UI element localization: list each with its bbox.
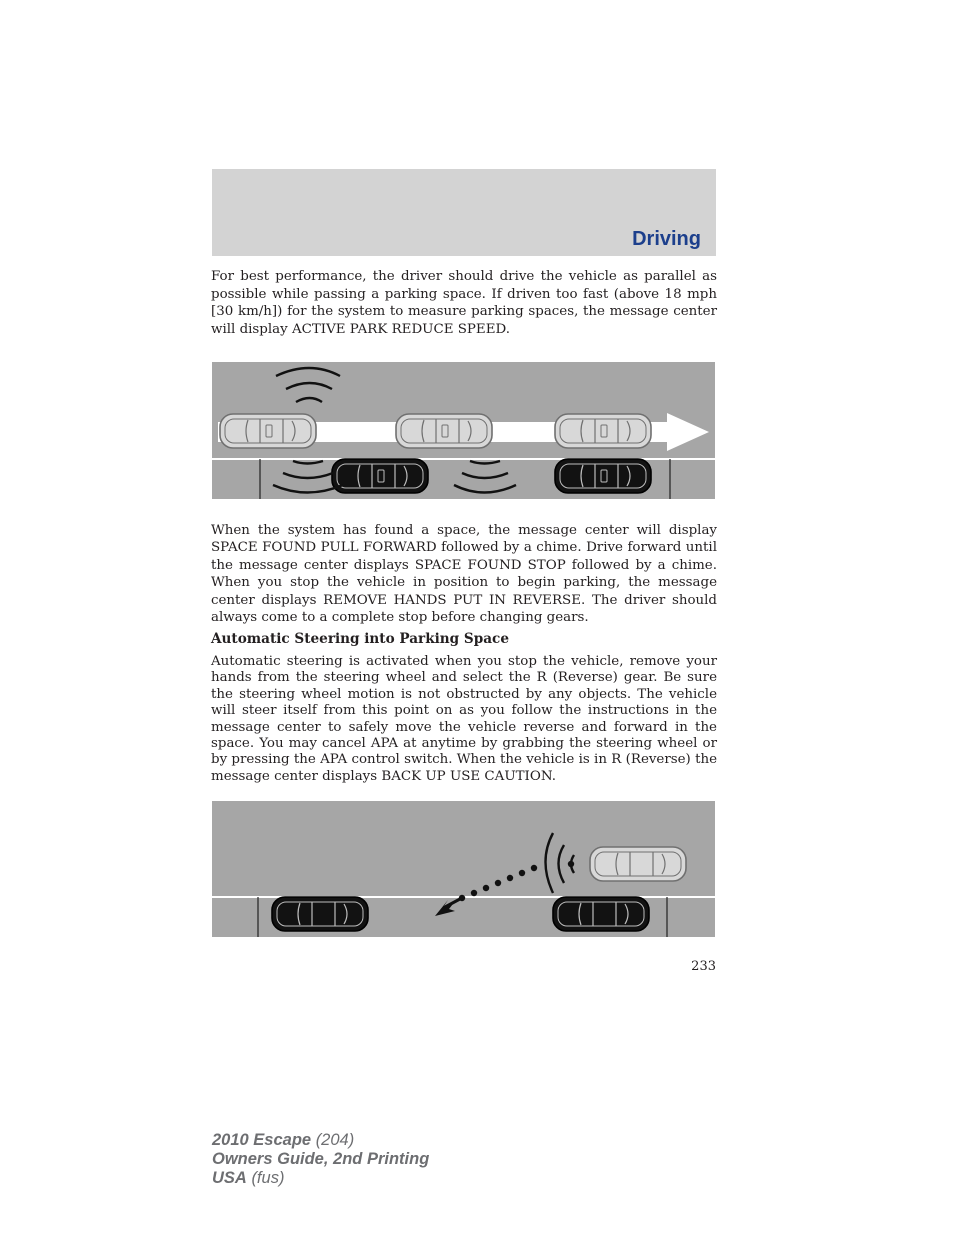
figure-parking-space-search — [212, 362, 715, 499]
footer-market-code: (fus) — [251, 1169, 285, 1187]
document-footer — [212, 1131, 429, 1188]
paragraph-driving-speed: For best performance, the driver should drive the vehicle as parallel as possible while passing a parking space. If driven too fast (above 18 mph [30 km/h]) for the system to measure parking spaces, the message center will display ACTIVE PARK REDUCE SPEED. — [211, 269, 717, 337]
footer-model: 2010 Escape — [212, 1131, 312, 1149]
parked-vehicle-1 — [272, 897, 368, 931]
footer-line-3 — [212, 1169, 429, 1188]
footer-model-code: (204) — [315, 1131, 355, 1149]
moving-vehicle-2 — [396, 414, 492, 448]
moving-vehicle — [590, 847, 686, 881]
moving-vehicle-1 — [220, 414, 316, 448]
paragraph-space-found: When the system has found a space, the message center will display SPACE FOUND PULL FORWARD followed by a chime. Drive forward until the message center displays SPACE FOUND STOP followed by a chime. When you stop the vehicle in position to begin parking, the message center displays REMOVE HANDS PUT IN REVERSE. The driver should always come to a complete stop before changing gears. — [211, 523, 717, 626]
footer-line-1 — [212, 1131, 429, 1150]
footer-line-2: Owners Guide, 2nd Printing — [212, 1150, 430, 1168]
paragraph-automatic-steering: Automatic steering is activated when you stop the vehicle, remove your hands from the steering wheel and select the R (Reverse) gear. Be sure the steering wheel motion is not obstructed by any objects. The vehicle will steer itself from this point on as you follow the instructions in the message center to safely move the vehicle reverse and forward in the space. You may cancel APA at anytime by grabbing the steering wheel or by pressing the APA control switch. When the vehicle is in R (Reverse) the message center displays BACK UP USE CAUTION. — [211, 654, 717, 784]
parked-vehicle-2 — [553, 897, 649, 931]
page-number: 233 — [691, 959, 716, 974]
section-header-band — [212, 169, 716, 256]
moving-vehicle-3 — [555, 414, 651, 448]
subheading-automatic-steering: Automatic Steering into Parking Space — [211, 631, 509, 647]
footer-market: USA — [212, 1169, 247, 1187]
section-title: Driving — [632, 228, 701, 250]
parked-vehicle-2 — [555, 459, 651, 493]
figure-reverse-into-space — [212, 801, 715, 937]
parked-vehicle-1 — [332, 459, 428, 493]
